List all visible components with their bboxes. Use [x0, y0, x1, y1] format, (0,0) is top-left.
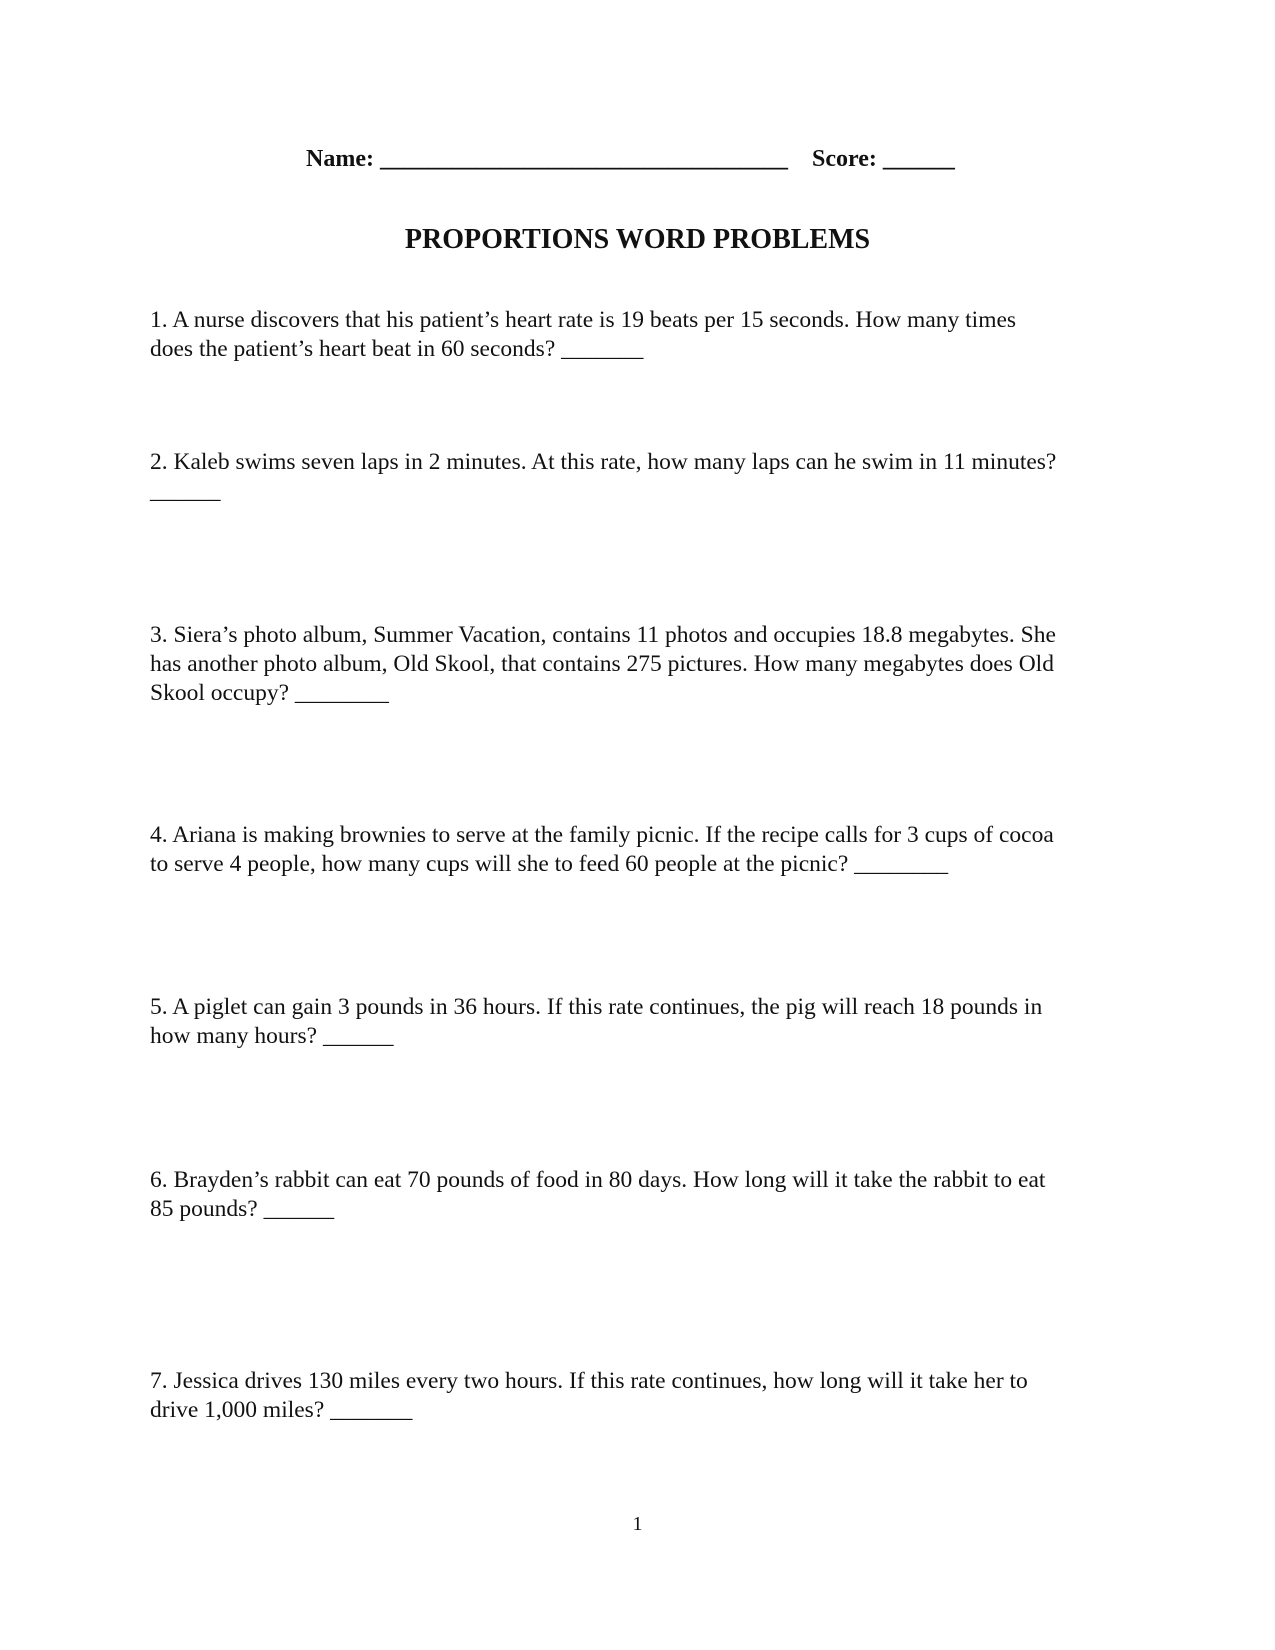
score-field-label: Score: ______: [811, 146, 955, 172]
header-line: [306, 146, 986, 173]
problem-2: 2. Kaleb swims seven laps in 2 minutes. At this rate, how many laps can he swim in 11 minutes? ______: [150, 449, 1057, 504]
page-number: 1: [632, 1513, 643, 1535]
problem-4: 4. Ariana is making brownies to serve at the family picnic. If the recipe calls for 3 cups of cocoa to serve 4 people, how many cups will she to feed 60 people at the picnic? ________: [150, 822, 1054, 877]
name-field-label: Name: __________________________________: [306, 146, 788, 172]
page-title: PROPORTIONS WORD PROBLEMS: [404, 224, 871, 255]
problem-7: 7. Jessica drives 130 miles every two hours. If this rate continues, how long will it take her to drive 1,000 miles? _______: [150, 1368, 1028, 1423]
problem-6: 6. Brayden’s rabbit can eat 70 pounds of food in 80 days. How long will it take the rabbit to eat 85 pounds? ______: [150, 1167, 1046, 1222]
problem-1: 1. A nurse discovers that his patient’s heart rate is 19 beats per 15 seconds. How many times does the patient’s heart beat in 60 seconds? _______: [150, 307, 1017, 362]
problem-5: 5. A piglet can gain 3 pounds in 36 hours. If this rate continues, the pig will reach 18 pounds in how many hours? ______: [150, 994, 1043, 1049]
problem-3: 3. Siera’s photo album, Summer Vacation, contains 11 photos and occupies 18.8 megabytes. She has another photo album, Old Skool, that contains 275 pictures. How many megabytes does Old Skool occupy? ________: [150, 622, 1056, 706]
